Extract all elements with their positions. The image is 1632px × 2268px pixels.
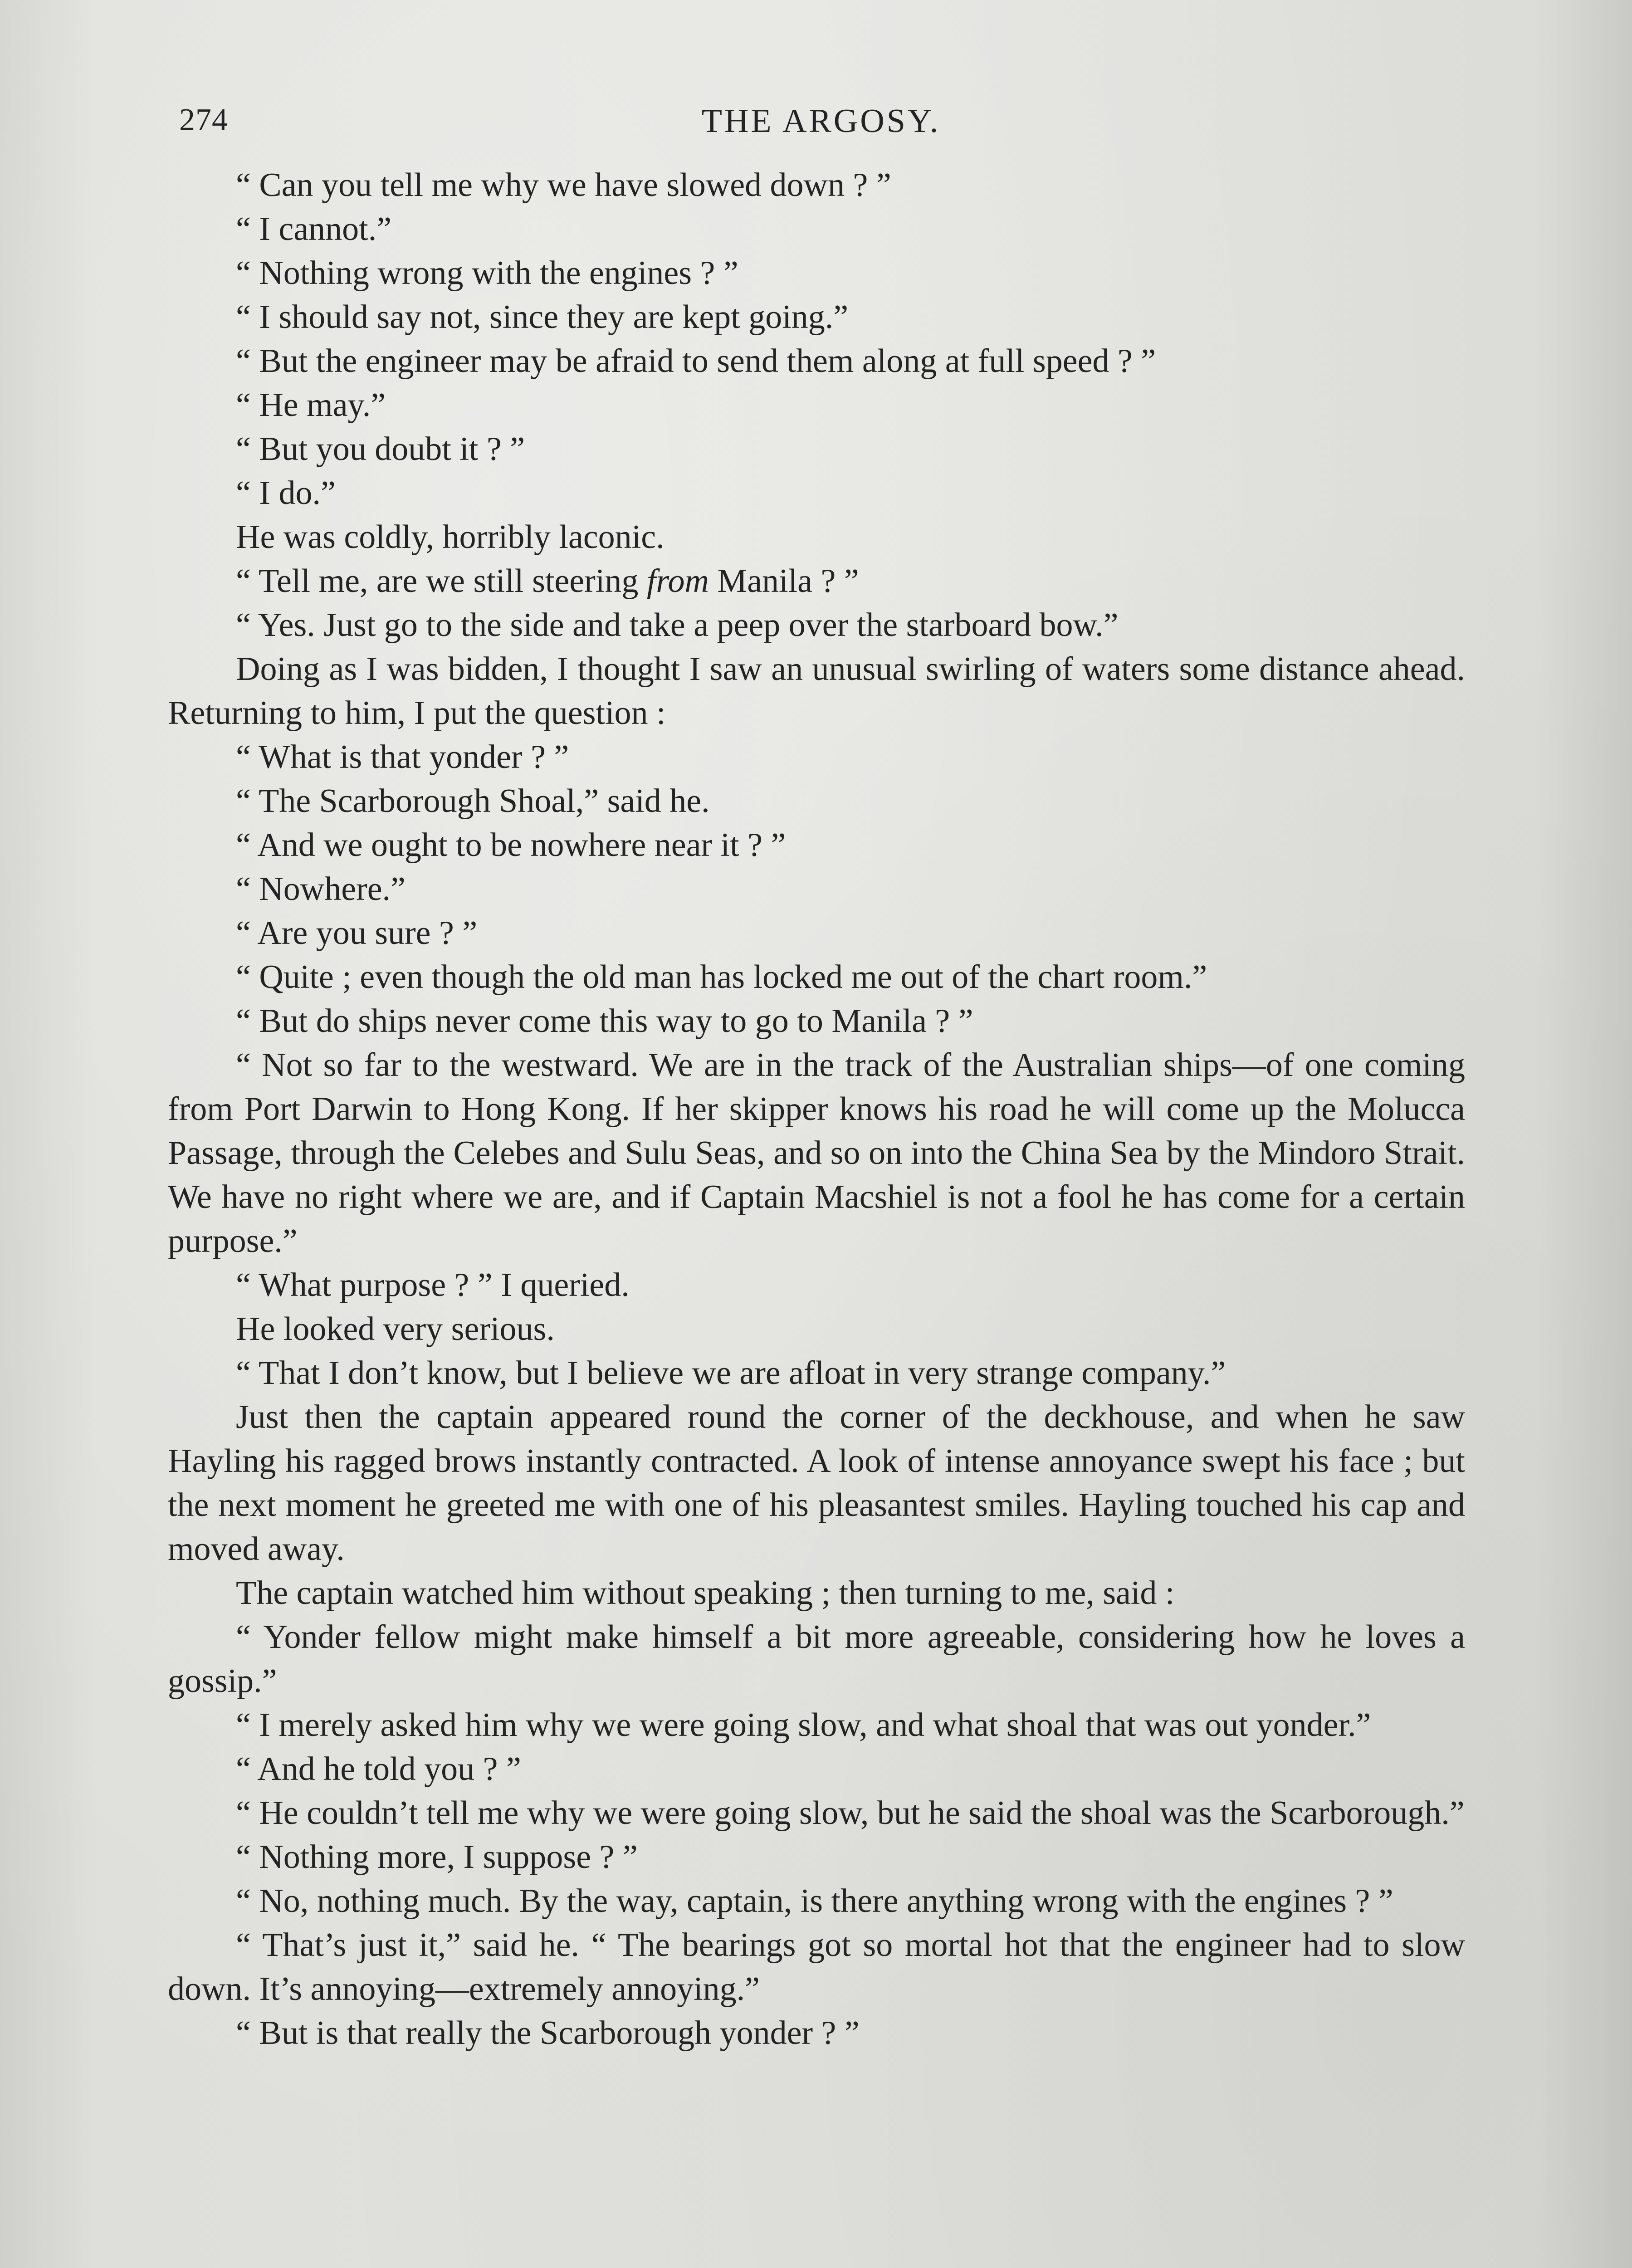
emphasized-word: from [646,562,709,600]
paragraph [168,559,1465,603]
paragraph: “ Yes. Just go to the side and take a peep over the starboard bow.” [236,606,1119,644]
paragraph: “ He couldn’t tell me why we were going slow, but he said the shoal was the Scarborough.” [236,1794,1465,1832]
paragraph: “ And he told you ? ” [236,1750,521,1788]
paragraph: “ What purpose ? ” I queried. [236,1266,630,1304]
paragraph: “ He may.” [236,386,386,424]
paragraph: “ Not so far to the westward. We are in the track of the Australian ships—of one coming from Port Darwin to Hong Kong. If her skipper knows his road he will come up the Molucca Passage, through the Celebes and Sulu Seas, and so on into the China Sea by the Mindoro Strait. We have no right where we are, and if Captain Macshiel is not a fool he has come for a certain purpose.” [168,1046,1465,1260]
paragraph-text: “ Tell me, are we still steering [236,562,647,600]
page-header [179,102,1463,152]
paragraph: Just then the captain appeared round the corner of the deckhouse, and when he saw Hayling his ragged brows instantly contracted. A look of intense annoyance swept his face ; but the next moment he greeted me with one of his pleasantest smiles. Hayling touched his cap and moved away. [168,1398,1465,1568]
running-title: THE ARGOSY. [701,103,941,140]
paragraph: “ But do ships never come this way to go to Manila ? ” [236,1002,973,1040]
paragraph: “ Nowhere.” [236,870,406,908]
paragraph: “ I do.” [236,474,336,512]
paragraph: “ That’s just it,” said he. “ The bearings got so mortal hot that the engineer had to slow down. It’s annoying—extremely annoying.” [168,1926,1465,2008]
paragraph: “ Nothing more, I suppose ? ” [236,1838,638,1876]
paragraph: “ The Scarborough Shoal,” said he. [236,782,710,820]
paragraph: “ Are you sure ? ” [236,914,478,952]
paragraph-text: Manila ? ” [709,562,859,600]
paragraph: “ But you doubt it ? ” [236,430,525,468]
paragraph: “ But the engineer may be afraid to send them along at full speed ? ” [236,342,1156,380]
paragraph: “ And we ought to be nowhere near it ? ” [236,826,786,864]
paragraph: “ I cannot.” [236,210,392,248]
paragraph: “ Nothing wrong with the engines ? ” [236,254,738,292]
paragraph: “ Quite ; even though the old man has locked me out of the chart room.” [236,958,1207,996]
paragraph: “ Yonder fellow might make himself a bit more agreeable, considering how he loves a gossip.” [168,1618,1465,1700]
paragraph: Doing as I was bidden, I thought I saw an unusual swirling of waters some distance ahead. Returning to him, I put the question : [168,650,1465,732]
paragraph: “ Can you tell me why we have slowed down ? ” [236,166,891,204]
paragraph: The captain watched him without speaking ; then turning to me, said : [236,1574,1175,1612]
paragraph: He looked very serious. [236,1310,555,1348]
paragraph: He was coldly, horribly laconic. [236,518,665,556]
paragraph: “ What is that yonder ? ” [236,738,569,776]
paragraph: “ No, nothing much. By the way, captain, is there anything wrong with the engines ? ” [236,1882,1393,1920]
page-number: 274 [179,103,228,137]
paragraph: “ That I don’t know, but I believe we are afloat in very strange company.” [236,1354,1226,1392]
body-text [168,163,1465,2055]
paragraph: “ But is that really the Scarborough yonder ? ” [236,2014,860,2052]
paragraph: “ I should say not, since they are kept going.” [236,298,849,336]
paragraph: “ I merely asked him why we were going slow, and what shoal that was out yonder.” [236,1706,1371,1744]
